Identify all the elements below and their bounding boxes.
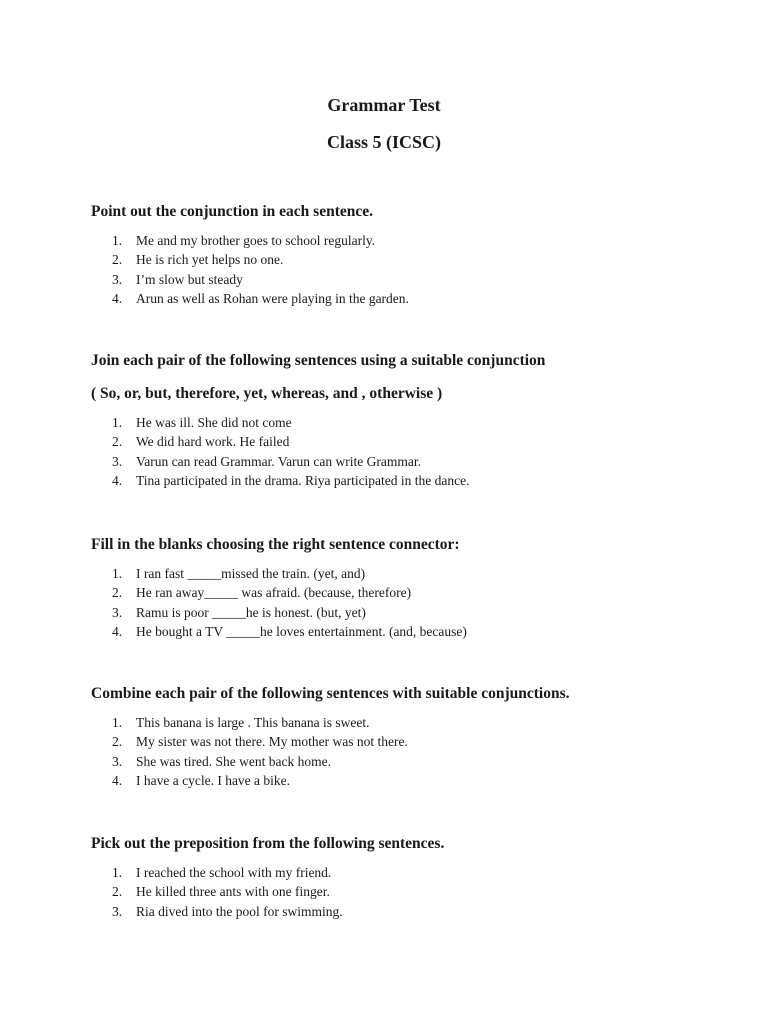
item-text: I reached the school with my friend. [136, 865, 332, 880]
item-text: He was ill. She did not come [136, 415, 292, 430]
list-item [91, 564, 731, 583]
list-item [91, 713, 731, 732]
item-text: He is rich yet helps no one. [136, 252, 284, 268]
item-text: I have a cycle. I have a bike. [136, 773, 291, 789]
item-text: Ramu is poor _____he is honest. (but, yet) [136, 604, 366, 620]
list-item [91, 231, 731, 250]
question-list [91, 564, 731, 642]
item-number: 1. [112, 715, 123, 730]
conjunction-options: ( So, or, but, therefore, yet, whereas, and , otherwise ) [91, 385, 443, 402]
section-join-sentences [91, 351, 731, 491]
item-number: 2. [112, 252, 123, 268]
list-item [91, 771, 731, 790]
item-number: 3. [112, 604, 123, 620]
item-text: He killed three ants with one finger. [136, 884, 330, 900]
item-number: 2. [112, 884, 123, 900]
item-text: She was tired. She went back home. [136, 753, 331, 769]
section-heading: Join each pair of the following sentences using a suitable conjunction [91, 352, 546, 369]
item-number: 2. [112, 585, 123, 601]
list-item [91, 270, 731, 289]
item-number: 3. [112, 903, 123, 919]
list-item [91, 622, 731, 641]
question-list [91, 713, 731, 791]
list-item [91, 432, 731, 451]
document-subtitle: Class 5 (ICSC) [326, 132, 441, 152]
item-text: Ria dived into the pool for swimming. [136, 903, 343, 919]
item-text: Tina participated in the drama. Riya participated in the dance. [136, 473, 470, 489]
list-item [91, 863, 731, 882]
document-title: Grammar Test [327, 95, 441, 115]
item-number: 1. [112, 865, 123, 880]
section-heading: Pick out the preposition from the following sentences. [91, 835, 445, 852]
item-text: I ran fast _____missed the train. (yet, and) [136, 566, 366, 581]
item-text: He ran away_____ was afraid. (because, therefore) [136, 585, 412, 601]
list-item [91, 882, 731, 901]
item-number: 4. [112, 624, 123, 640]
list-item [91, 902, 731, 921]
item-text: We did hard work. He failed [136, 434, 290, 450]
list-item [91, 413, 731, 432]
list-item [91, 471, 731, 490]
item-number: 1. [112, 566, 123, 581]
list-item [91, 603, 731, 622]
item-number: 4. [112, 473, 123, 489]
list-item [91, 452, 731, 471]
list-item [91, 732, 731, 751]
item-number: 2. [112, 434, 123, 450]
item-text: Arun as well as Rohan were playing in the garden. [136, 291, 409, 307]
question-list [91, 413, 731, 491]
list-item [91, 752, 731, 771]
item-text: I’m slow but steady [136, 271, 243, 287]
item-text: My sister was not there. My mother was not there. [136, 734, 408, 750]
section-fill-blanks [91, 535, 731, 642]
section-heading: Combine each pair of the following sentences with suitable conjunctions. [91, 685, 570, 702]
section-heading: Point out the conjunction in each sentence. [91, 203, 374, 220]
section-prepositions [91, 834, 731, 921]
item-number: 2. [112, 734, 123, 750]
item-number: 4. [112, 291, 123, 307]
item-number: 3. [112, 271, 123, 287]
item-number: 1. [112, 415, 123, 430]
item-text: He bought a TV _____he loves entertainment. (and, because) [136, 624, 467, 640]
list-item [91, 250, 731, 269]
item-number: 4. [112, 773, 123, 789]
item-number: 1. [112, 233, 123, 248]
question-list [91, 231, 731, 309]
item-number: 3. [112, 453, 123, 469]
list-item [91, 583, 731, 602]
item-text: Me and my brother goes to school regularly. [136, 233, 376, 248]
item-text: Varun can read Grammar. Varun can write Grammar. [136, 453, 422, 469]
item-text: This banana is large . This banana is sweet. [136, 715, 370, 730]
section-heading: Fill in the blanks choosing the right sentence connector: [91, 536, 460, 553]
section-combine-sentences [91, 684, 731, 791]
list-item [91, 289, 731, 308]
question-list [91, 863, 731, 921]
item-number: 3. [112, 753, 123, 769]
section-conjunctions [91, 202, 731, 309]
